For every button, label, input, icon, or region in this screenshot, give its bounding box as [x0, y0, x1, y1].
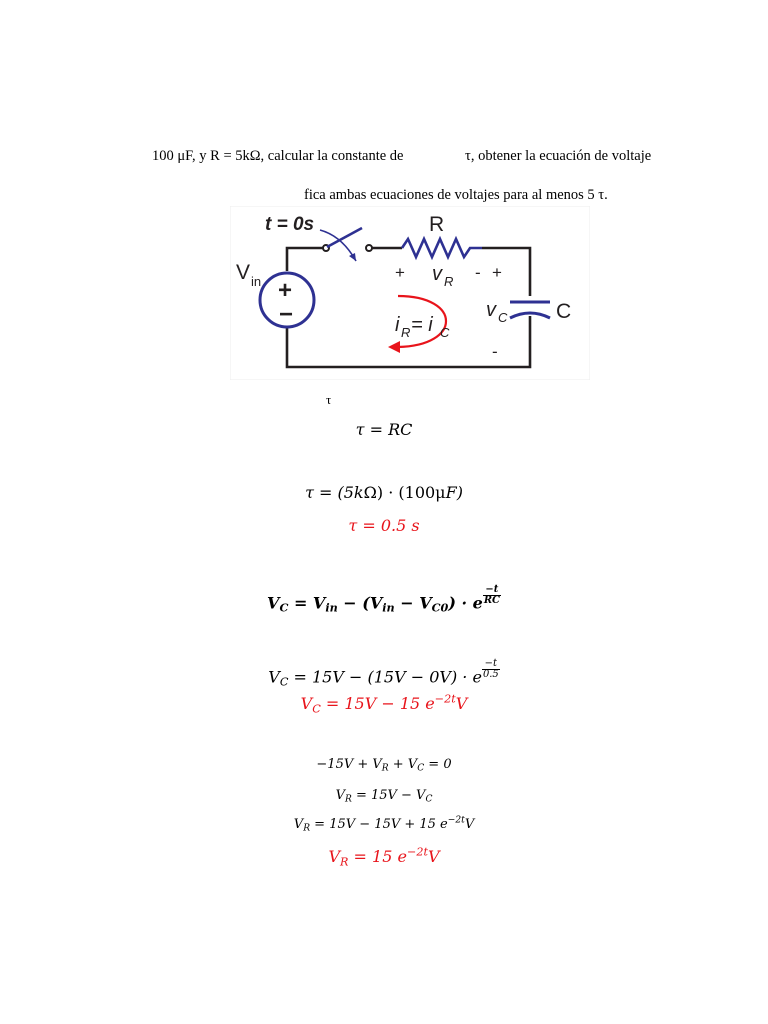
problem-text-line1a: 100 μF, y R = 5kΩ, calcular la constante de: [152, 148, 404, 164]
rc-circuit-diagram: [230, 206, 590, 380]
tau-calculation: τ = (5kΩ) · (100μF): [305, 483, 463, 502]
vr-minus: -: [475, 263, 481, 282]
vr-equation-2: $V_R = 15V - 15V + 15$ $e^{-2t}V$: [293, 815, 475, 834]
vc-general-equation: $V_C = V_{in} - (V_{in} - V_{C0}) \cdot e$ $\frac{-t}{RC}$: [267, 584, 500, 615]
current-label-eq: = i: [411, 314, 433, 336]
tau-definition: τ = RC: [355, 420, 413, 439]
capacitor-label: C: [556, 300, 572, 323]
vr-equation-1: $V_R = 15V - V_C$: [335, 788, 433, 805]
vc-plus: +: [492, 263, 502, 282]
problem-text-line1b: τ, obtener la ecuación de voltaje: [465, 148, 652, 164]
vc-label: v: [486, 299, 496, 321]
source-plus: +: [278, 277, 293, 304]
vr-plus: +: [395, 263, 405, 282]
current-label-c-sub: C: [440, 325, 450, 340]
problem-text-line2: fica ambas ecuaciones de voltajes para al menos 5 τ.: [304, 187, 608, 203]
resistor-label: R: [429, 213, 445, 236]
vc-substituted-equation: $V_C = 15V - (15V - 0V) \cdot e$ $\frac{-t}{0.5}$: [268, 658, 499, 689]
switch-contact-right: [366, 245, 372, 251]
switch-time-label: t = 0s: [265, 214, 315, 235]
kvl-equation: $-15V + V_R + V_C = 0$: [316, 757, 452, 774]
vc-result-equation: $V_C = 15V - 15$ $e^{-2t}V$: [300, 692, 468, 716]
tau-label: τ: [326, 392, 332, 407]
current-label-r-sub: R: [401, 325, 411, 340]
vc-minus: -: [492, 342, 498, 361]
source-label: V: [236, 261, 251, 284]
current-label-r: i: [395, 314, 400, 336]
vr-result-equation: $V_R = 15$ $e^{-2t}V$: [328, 845, 440, 869]
vr-label-sub: R: [444, 274, 454, 289]
source-minus: −: [279, 301, 294, 328]
tau-result: τ = 0.5 s: [348, 516, 420, 535]
vc-label-sub: C: [498, 310, 508, 325]
vr-label: v: [432, 263, 442, 285]
source-label-sub: in: [251, 274, 262, 289]
